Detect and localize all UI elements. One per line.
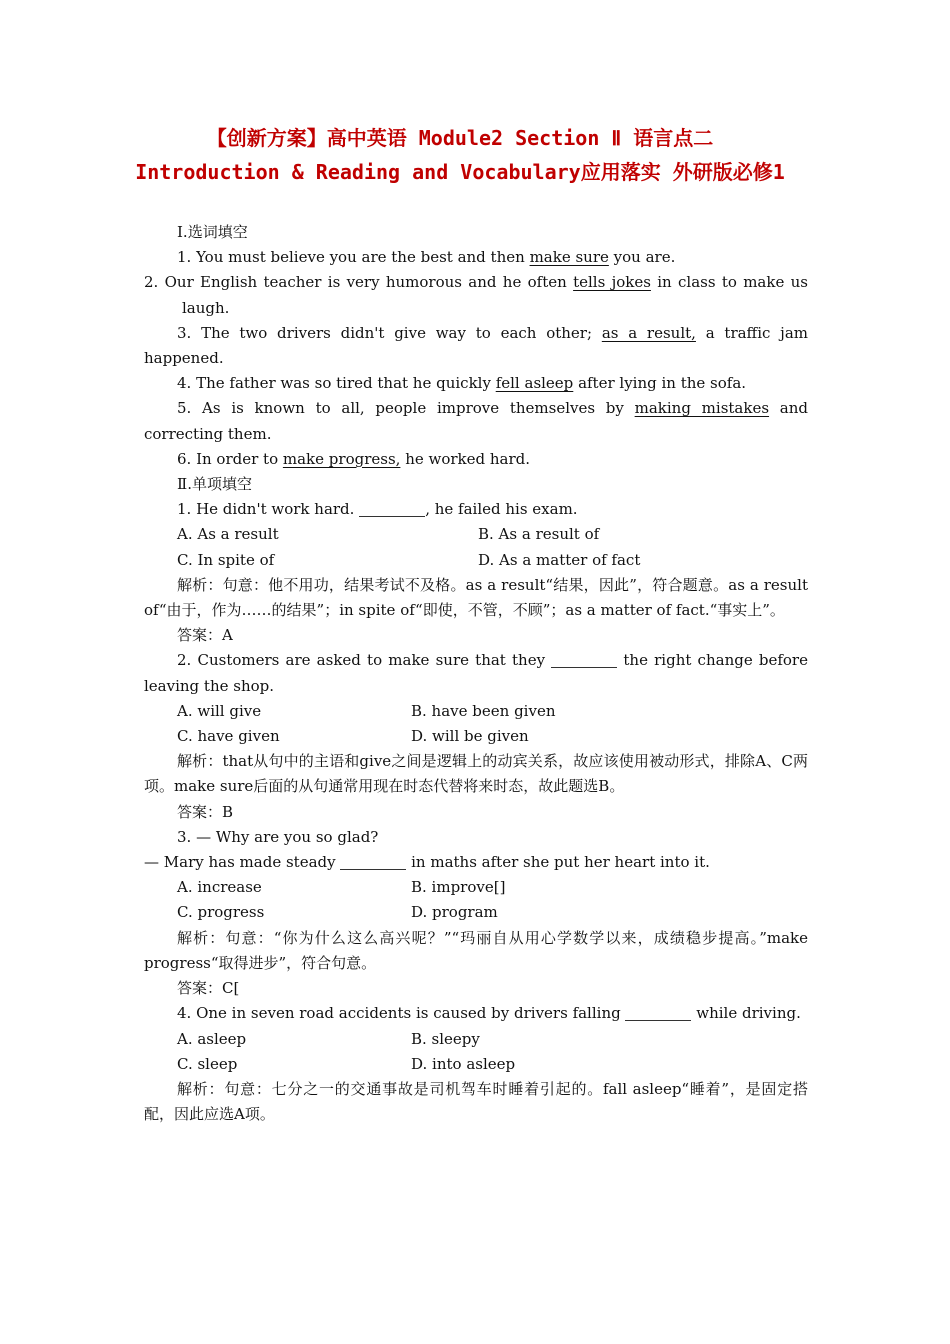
answer-underlined: as a result,	[601, 323, 696, 342]
part2-question-4: 4. One in seven road accidents is caused by drivers falling while driving.	[177, 1004, 801, 1023]
document-body	[144, 220, 808, 1127]
option-d: D. program	[411, 903, 498, 922]
analysis: 解析：句意：“你为什么这么高兴呢？”“玛丽自从用心学数学以来，成绩稳步提高。”make progress“取得进步”，符合句意。	[144, 928, 808, 972]
document-title-line2: Introduction & Reading and Vocabulary应用落实 外研版必修1	[135, 160, 785, 184]
option-c: C. sleep	[177, 1054, 238, 1073]
option-c: C. have given	[177, 727, 280, 746]
option-c: C. progress	[177, 903, 265, 922]
option-d: D. As a matter of fact	[478, 550, 641, 569]
analysis: 解析：句意：七分之一的交通事故是司机驾车时睡着引起的。fall asleep“睡着”，是固定搭配，因此应选A项。	[144, 1079, 808, 1124]
answer: 答案：B	[177, 802, 234, 821]
options-row	[144, 699, 808, 724]
option-a: A. asleep	[177, 1029, 247, 1048]
options-row	[144, 900, 808, 925]
answer: 答案：A	[177, 626, 233, 645]
answer-blank	[359, 502, 425, 517]
option-a: A. will give	[177, 701, 262, 720]
option-c: C. In spite of	[177, 550, 275, 569]
option-a: A. increase	[177, 878, 262, 897]
answer-underlined: fell asleep	[495, 374, 574, 393]
answer-blank	[551, 653, 617, 668]
part2-question-2: 2. Customers are asked to make sure that they the right change before leaving the shop.	[144, 651, 808, 695]
options-row	[144, 1052, 808, 1077]
answer-underlined: tells jokes	[573, 273, 651, 292]
option-b: B. sleepy	[411, 1029, 480, 1048]
analysis: 解析：句意：他不用功，结果考试不及格。as a result“结果，因此”，符合题意。as a result of“由于，作为……的结果”；in spite of“即使，不管，不顾”；as a matter of fact.“事实上”。	[144, 575, 808, 620]
part1-heading: Ⅰ.选词填空	[177, 223, 248, 241]
answer-blank	[340, 855, 406, 870]
analysis: 解析：that从句中的主语和give之间是逻辑上的动宾关系，故应该使用被动形式，排除A、C两项。make sure后面的从句通常用现在时态代替将来时态，故此题选B。	[144, 752, 808, 796]
part1-question-2: 2. Our English teacher is very humorous and he often tells jokes in class to make us laugh.	[144, 273, 809, 317]
options-row	[144, 1027, 808, 1052]
part1-question-1: 1. You must believe you are the best and then make sure you are.	[177, 248, 676, 267]
document-title-line1: 【创新方案】高中英语 Module2 Section Ⅱ 语言点二	[206, 126, 714, 150]
answer-blank	[625, 1006, 691, 1021]
part1-question-6: 6. In order to make progress, he worked hard.	[177, 449, 531, 468]
part1-question-4: 4. The father was so tired that he quickly fell asleep after lying in the sofa.	[177, 374, 747, 393]
answer-underlined: making mistakes	[634, 399, 770, 418]
options-row	[144, 875, 808, 900]
answer-underlined: make progress,	[282, 449, 401, 468]
options-row	[144, 548, 808, 573]
options-row	[144, 522, 808, 547]
option-a: A. As a result	[177, 525, 279, 544]
option-b: B. have been given	[411, 701, 556, 720]
part1-question-3: 3. The two drivers didn't give way to each other; as a result, a traffic jam happened.	[144, 323, 808, 368]
part2-question-1: 1. He didn't work hard. , he failed his exam.	[177, 500, 578, 519]
part1-question-5: 5. As is known to all, people improve themselves by making mistakes and correcting them.	[144, 399, 808, 443]
part2-heading: Ⅱ.单项填空	[177, 475, 252, 494]
part2-question-3: 3. — Why are you so glad?	[177, 827, 379, 846]
option-d: D. into asleep	[411, 1054, 516, 1073]
part2-question-3-reply: — Mary has made steady in maths after she put her heart into it.	[144, 853, 710, 872]
option-b: B. As a result of	[478, 525, 600, 544]
option-b: B. improve[]	[411, 878, 506, 897]
option-d: D. will be given	[411, 727, 529, 746]
options-row	[144, 724, 808, 749]
answer-underlined: make sure	[529, 248, 609, 267]
answer: 答案：C[	[177, 979, 240, 998]
